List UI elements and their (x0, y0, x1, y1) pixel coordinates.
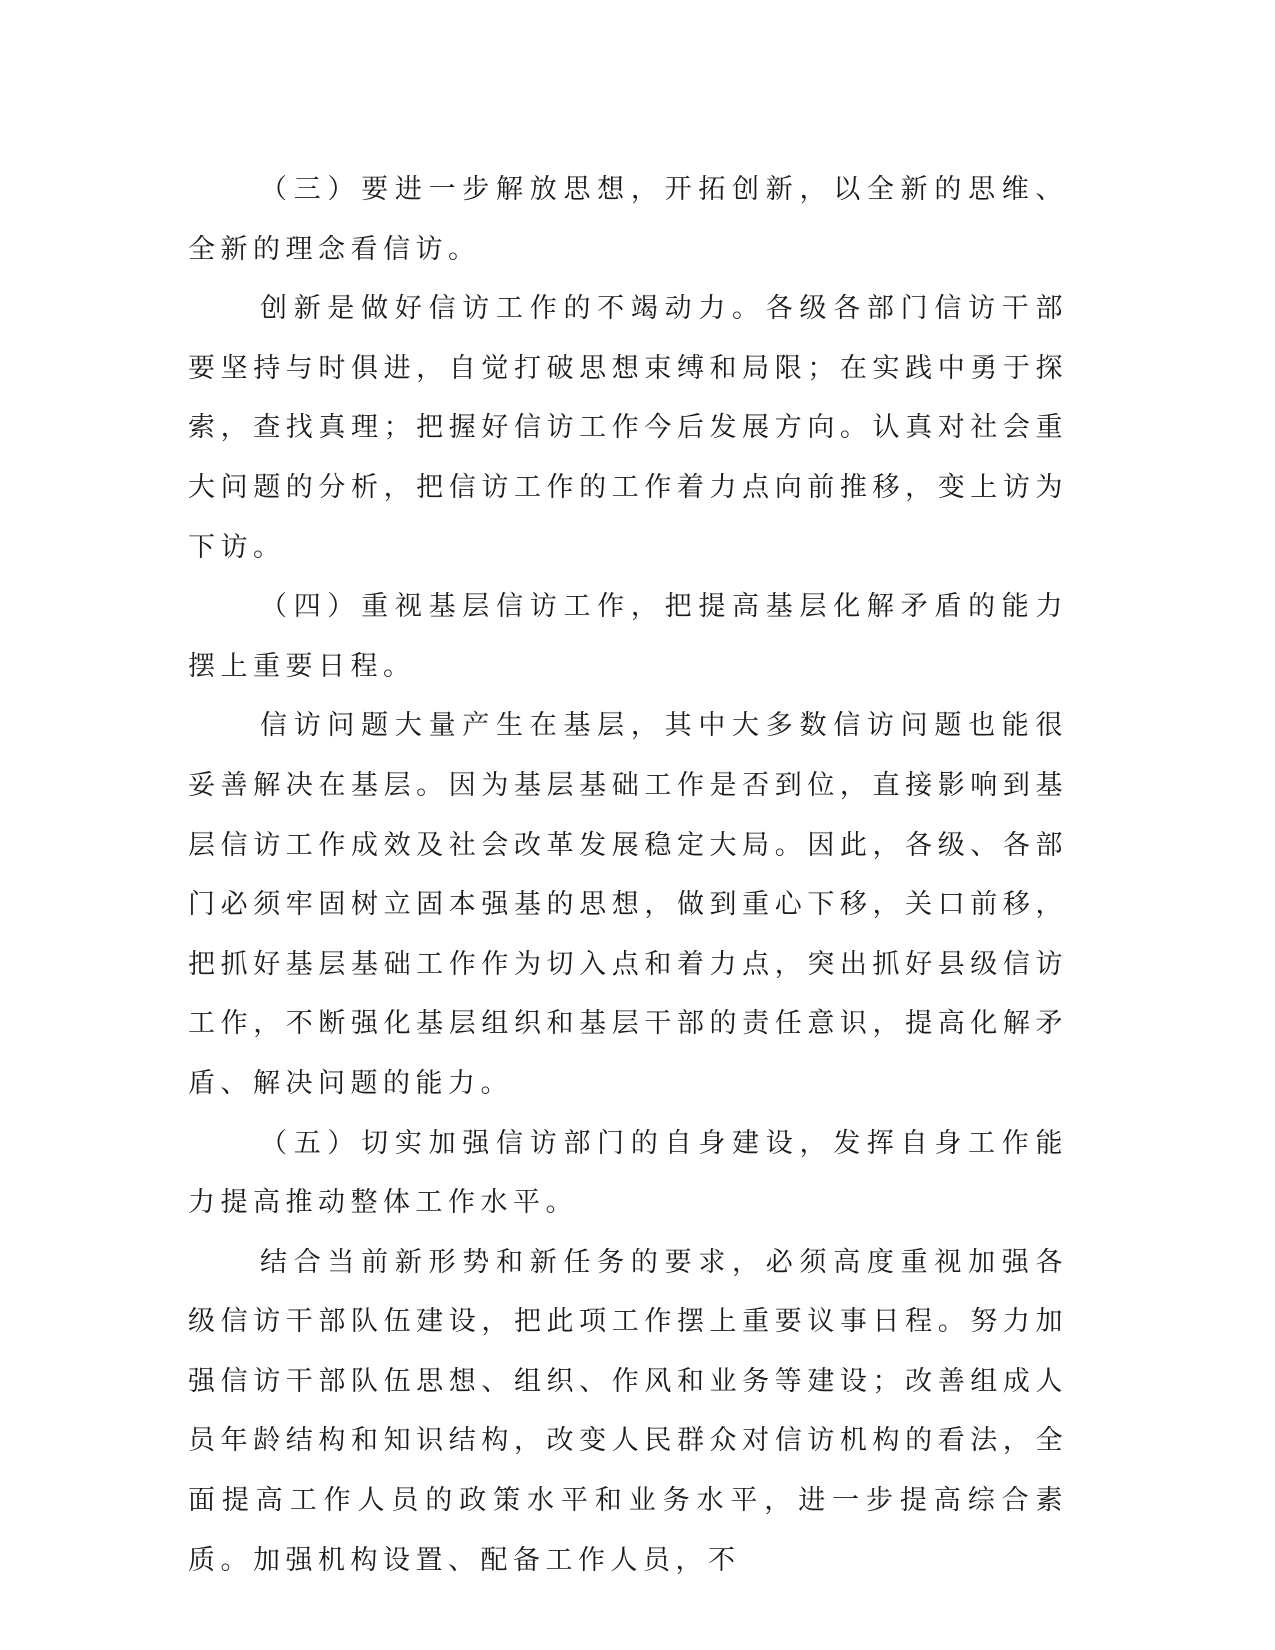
paragraph-heading-4: （四）重视基层信访工作，把提高基层化解矛盾的能力摆上重要日程。 (188, 591, 1068, 682)
paragraph-grassroots: 信访问题大量产生在基层，其中大多数信访问题也能很妥善解决在基层。因为基层基础工作是否到位，直接影响到基层信访工作成效及社会改革发展稳定大局。因此，各级、各部门必须牢固树立固本强基的思想，做到重心下移，关口前移，把抓好基层基础工作作为切入点和着力点，突出抓好县级信访工作，不断强化基层组织和基层干部的责任意识，提高化解矛盾、解决问题的能力。 (188, 710, 1068, 1099)
paragraph-innovation: 创新是做好信访工作的不竭动力。各级各部门信访干部要坚持与时俱进，自觉打破思想束缚和局限；在实践中勇于探索，查找真理；把握好信访工作今后发展方向。认真对社会重大问题的分析，把信访工作的工作着力点向前推移，变上访为下访。 (188, 293, 1068, 563)
paragraph-heading-3: （三）要进一步解放思想，开拓创新，以全新的思维、全新的理念看信访。 (188, 174, 1068, 265)
paragraph-team-building: 结合当前新形势和新任务的要求，必须高度重视加强各级信访干部队伍建设，把此项工作摆上重要议事日程。努力加强信访干部队伍思想、组织、作风和业务等建设；改善组成人员年龄结构和知识结构，改变人民群众对信访机构的看法，全面提高工作人员的政策水平和业务水平，进一步提高综合素质。加强机构设置、配备工作人员，不 (188, 1246, 1068, 1576)
document-body (188, 160, 1068, 1590)
paragraph-heading-5: （五）切实加强信访部门的自身建设，发挥自身工作能力提高推动整体工作水平。 (188, 1127, 1068, 1219)
